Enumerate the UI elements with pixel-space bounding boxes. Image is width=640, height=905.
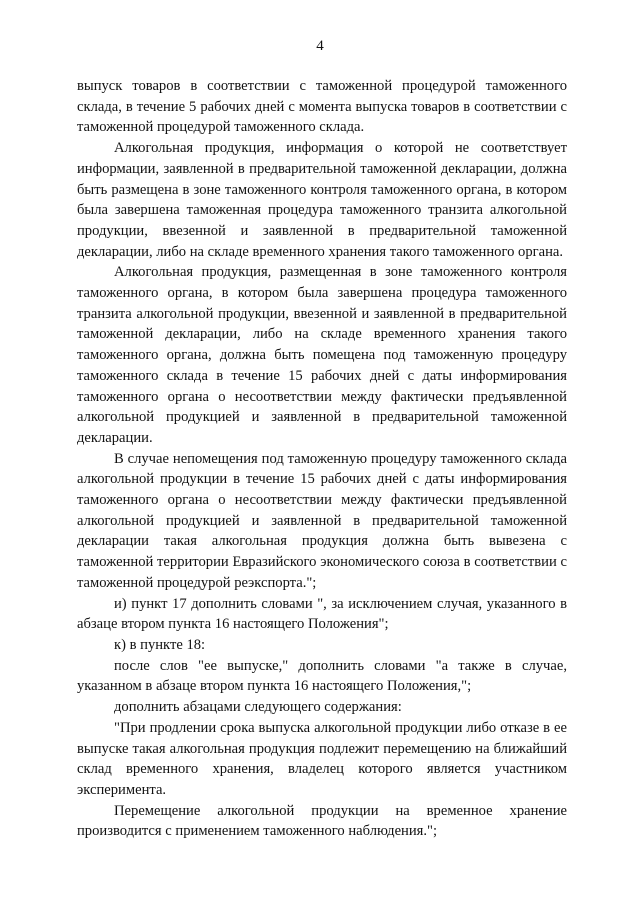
paragraph: после слов "ее выпуске," дополнить словами "а также в случае, указанном в абзаце втором пункта 16 настоящего Положения,"; — [77, 657, 567, 695]
paragraph: и) пункт 17 дополнить словами ", за исключением случая, указанного в абзаце втором пункта 16 настоящего Положения"; — [77, 595, 567, 633]
document-body — [77, 76, 567, 842]
paragraph: дополнить абзацами следующего содержания: — [114, 699, 402, 716]
paragraph: В случае непомещения под таможенную процедуру таможенного склада алкогольной продукции в течение 15 рабочих дней с даты информирования таможенного органа о несоответствии между фактически предъявленной алкогольной продукцией и заявленной в предварительной таможенной декларации такая алкогольная продукция должна быть вывезена с таможенной территории Евразийского экономического союза в соответствии с таможенной процедурой реэкспорта."; — [77, 450, 567, 591]
paragraph: к) в пункте 18: — [114, 636, 206, 653]
paragraph: Перемещение алкогольной продукции на временное хранение производится с применением таможенного наблюдения."; — [77, 802, 567, 840]
paragraph: "При продлении срока выпуска алкогольной продукции либо отказе в ее выпуске такая алкогольная продукция подлежит перемещению на ближайший склад временного хранения, владелец которого является участником эксперимента. — [77, 719, 567, 798]
page-number: 4 — [316, 38, 324, 54]
paragraph: Алкогольная продукция, размещенная в зоне таможенного контроля таможенного органа, в котором была завершена процедура таможенного транзита алкогольной продукции, ввезенной и заявленной в предварительной таможенной декларации, либо на складе временного хранения такого таможенного органа, должна быть помещена под таможенную процедуру таможенного склада в течение 15 рабочих дней с даты информирования таможенного органа о несоответствии между фактически предъявленной алкогольной продукцией и заявленной в предварительной таможенной декларации. — [77, 264, 567, 446]
paragraph-continuation: выпуск товаров в соответствии с таможенной процедурой таможенного склада, в течение 5 рабочих дней с момента выпуска товаров в соответствии с таможенной процедурой таможенного склада. — [77, 78, 567, 136]
paragraph: Алкогольная продукция, информация о которой не соответствует информации, заявленной в предварительной таможенной декларации, должна быть размещена в зоне таможенного контроля таможенного органа, в котором была завершена таможенная процедура таможенного транзита алкогольной продукции, ввезенной и заявленной в предварительной таможенной декларации, либо на складе временного хранения такого таможенного органа. — [77, 140, 567, 260]
